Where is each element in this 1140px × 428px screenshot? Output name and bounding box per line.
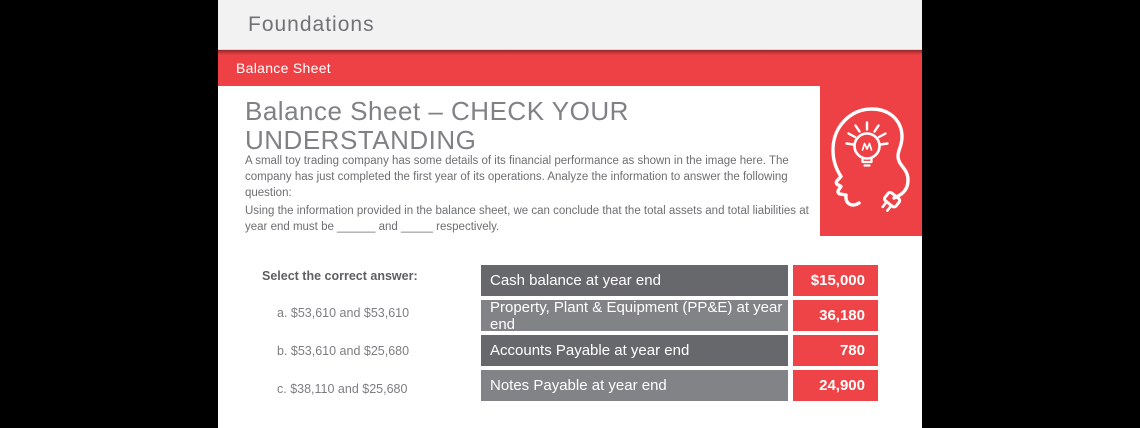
row-label-cash: Cash balance at year end xyxy=(481,265,788,296)
head-lightbulb-plug-icon xyxy=(820,86,922,237)
row-label-accounts-payable: Accounts Payable at year end xyxy=(481,335,788,366)
row-value-ppe: 36,180 xyxy=(793,300,878,331)
table-row xyxy=(481,335,878,366)
page-title: Balance Sheet – CHECK YOUR UNDERSTANDING xyxy=(245,96,629,155)
table-row xyxy=(481,300,878,331)
question-paragraph: Using the information provided in the balance sheet, we can conclude that the total assets and total liabilities at year end must be ______ and _____ respectively. xyxy=(245,205,809,233)
lesson-nav-bar xyxy=(218,50,922,86)
answer-option-c[interactable]: c. $38,110 and $25,680 xyxy=(277,382,408,396)
row-value-cash: $15,000 xyxy=(793,265,878,296)
answer-option-a[interactable]: a. $53,610 and $53,610 xyxy=(277,306,410,320)
table-row xyxy=(481,265,878,296)
row-value-notes-payable: 24,900 xyxy=(793,370,878,401)
row-label-ppe: Property, Plant & Equipment (PP&E) at year end xyxy=(481,300,788,331)
content-card xyxy=(218,86,922,428)
row-label-notes-payable: Notes Payable at year end xyxy=(481,370,788,401)
select-answer-prompt: Select the correct answer: xyxy=(262,269,418,283)
course-title: Foundations xyxy=(248,12,375,36)
table-row xyxy=(481,370,878,401)
intro-paragraph: A small toy trading company has some details of its financial performance as shown in the image here. The company has just completed the first year of its operations. Analyze the information to answer the following question: xyxy=(245,155,789,199)
thinking-icon-panel xyxy=(820,86,922,236)
balance-sheet-table xyxy=(481,265,878,405)
row-value-accounts-payable: 780 xyxy=(793,335,878,366)
answer-option-b[interactable]: b. $53,610 and $25,680 xyxy=(277,344,410,358)
course-header xyxy=(218,0,922,50)
lesson-title: Balance Sheet xyxy=(236,60,331,76)
